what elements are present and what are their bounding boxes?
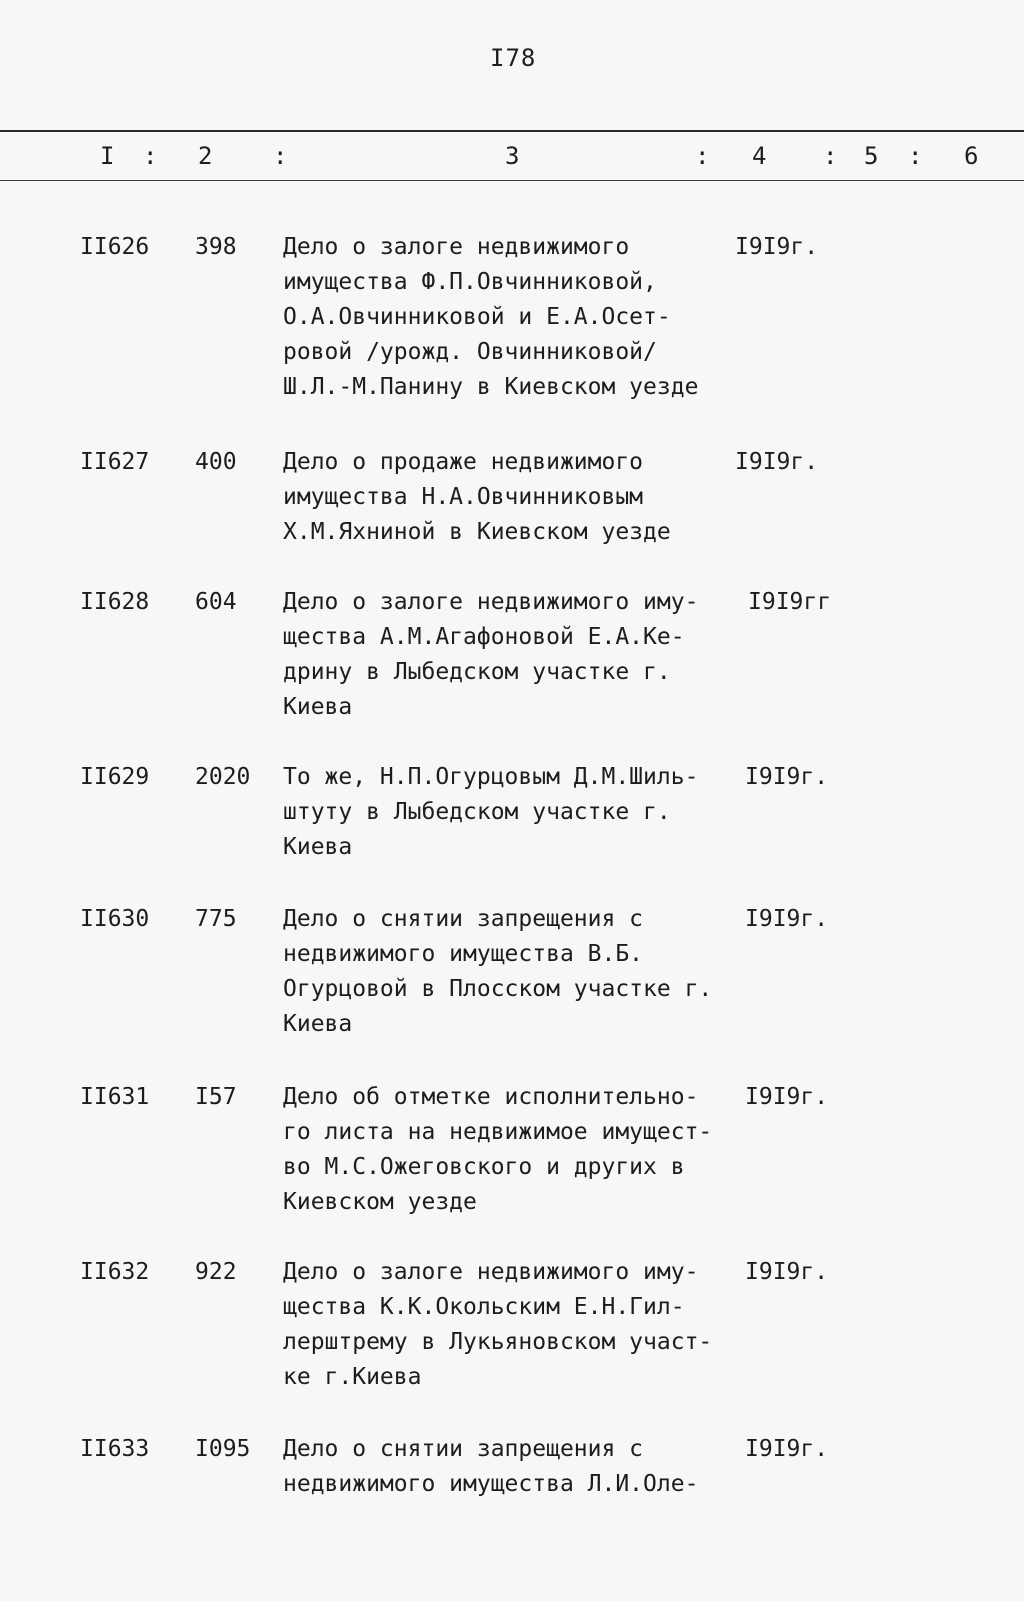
item-year: I9I9г. [735,234,819,260]
description-line: Дело об отметке исполнительно- [283,1084,699,1110]
sheet-number: 775 [195,906,237,932]
description-line: Дело о снятии запрещения с [283,1436,644,1462]
item-description [283,1255,743,1395]
description-line: имущества Ф.П.Овчинниковой, [283,269,657,295]
description-line: Ш.Л.-М.Панину в Киевском уезде [283,374,699,400]
item-number: II628 [80,589,150,615]
item-description [283,445,743,550]
column-header-4: 4 [752,142,767,170]
sheet-number: 604 [195,589,237,615]
description-line: Х.М.Яхниной в Киевском уезде [283,519,671,545]
description-line: ке г.Киева [283,1364,422,1390]
sheet-number: I57 [195,1084,237,1110]
description-line: недвижимого имущества Л.И.Оле- [283,1471,699,1497]
description-line: О.А.Овчинниковой и Е.А.Осет- [283,304,671,330]
column-separator: : [695,142,710,170]
item-year: I9I9г. [745,764,829,790]
item-year: I9I9г. [735,449,819,475]
sheet-number: 2020 [195,764,251,790]
item-number: II629 [80,764,150,790]
sheet-number: I095 [195,1436,251,1462]
column-separator: : [908,142,923,170]
column-header-2: 2 [198,142,213,170]
description-line: Дело о залоге недвижимого [283,234,630,260]
description-line: То же, Н.П.Огурцовым Д.М.Шиль- [283,764,699,790]
item-number: II632 [80,1259,150,1285]
page-number: I78 [490,44,537,72]
description-line: Киевском уезде [283,1189,477,1215]
item-year: I9I9г. [745,906,829,932]
description-line: Дело о снятии запрещения с [283,906,644,932]
item-year: I9I9г. [745,1436,829,1462]
column-header-6: 6 [964,142,979,170]
sheet-number: 922 [195,1259,237,1285]
column-header-5: 5 [864,142,879,170]
description-line: щества А.М.Агафоновой Е.А.Ке- [283,624,685,650]
sheet-number: 400 [195,449,237,475]
item-description [283,1080,743,1220]
description-line: дрину в Лыбедском участке г. [283,659,671,685]
column-header-3: 3 [505,142,520,170]
description-line: Огурцовой в Плосском участке г. [283,976,713,1002]
item-number: II631 [80,1084,150,1110]
item-year: I9I9г. [745,1259,829,1285]
item-description [283,902,743,1042]
description-line: Дело о продаже недвижимого [283,449,644,475]
item-number: II630 [80,906,150,932]
description-line: Киева [283,1011,353,1037]
column-separator: : [823,142,838,170]
description-line: го листа на недвижимое имущест- [283,1119,713,1145]
header-rule-top [0,130,1024,132]
description-line: ровой /урожд. Овчинниковой/ [283,339,657,365]
description-line: Дело о залоге недвижимого иму- [283,1259,699,1285]
column-separator: : [273,142,288,170]
sheet-number: 398 [195,234,237,260]
description-line: Дело о залоге недвижимого иму- [283,589,699,615]
description-line: щества К.К.Окольским Е.Н.Гил- [283,1294,685,1320]
item-number: II626 [80,234,150,260]
header-rule-bottom [0,180,1024,181]
item-description [283,585,743,725]
description-line: лерштрему в Лукьяновском участ- [283,1329,713,1355]
column-header-1: I [100,142,115,170]
item-description [283,230,743,405]
item-number: II627 [80,449,150,475]
description-line: штуту в Лыбедском участке г. [283,799,671,825]
description-line: Киева [283,834,353,860]
item-year: I9I9гг [748,589,832,615]
item-year: I9I9г. [745,1084,829,1110]
item-description [283,1432,743,1502]
description-line: Киева [283,694,353,720]
description-line: во М.С.Ожеговского и других в [283,1154,685,1180]
item-description [283,760,743,865]
column-separator: : [143,142,158,170]
description-line: имущества Н.А.Овчинниковым [283,484,644,510]
description-line: недвижимого имущества В.Б. [283,941,644,967]
item-number: II633 [80,1436,150,1462]
